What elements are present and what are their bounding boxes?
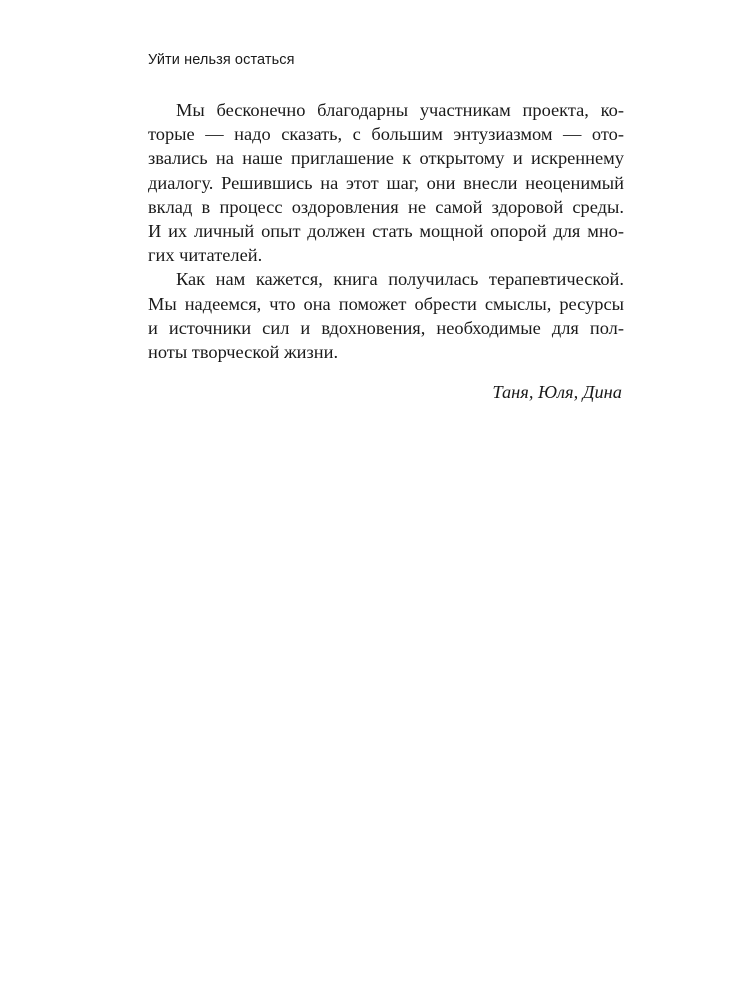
text-line: Как нам кажется, книга получилась терапевтической.: [176, 269, 624, 290]
running-head: Уйти нельзя остаться: [148, 52, 295, 68]
signature: Таня, Юля, Дина: [492, 382, 622, 402]
text-line: диалогу. Решившись на этот шаг, они внесли неоценимый: [148, 172, 624, 193]
text-line: вклад в процесс оздоровления не самой здоровой среды.: [148, 196, 624, 217]
text-line: Мы надеемся, что она поможет обрести смыслы, ресурсы: [148, 293, 624, 314]
paragraph-hope: [148, 267, 624, 364]
text-line: и источники сил и вдохновения, необходимые для пол-: [148, 317, 624, 338]
text-line: И их личный опыт должен стать мощной опорой для мно-: [148, 220, 624, 241]
text-line: ноты творческой жизни.: [148, 341, 339, 362]
text-line: гих читателей.: [148, 245, 263, 266]
text-line: торые — надо сказать, с большим энтузиазмом — ото-: [148, 124, 624, 145]
paragraph-gratitude: [148, 98, 624, 267]
text-line: звались на наше приглашение к открытому и искреннему: [148, 148, 624, 169]
text-line: Мы бесконечно благодарны участникам проекта, ко-: [176, 100, 624, 120]
body-text: [148, 98, 624, 364]
